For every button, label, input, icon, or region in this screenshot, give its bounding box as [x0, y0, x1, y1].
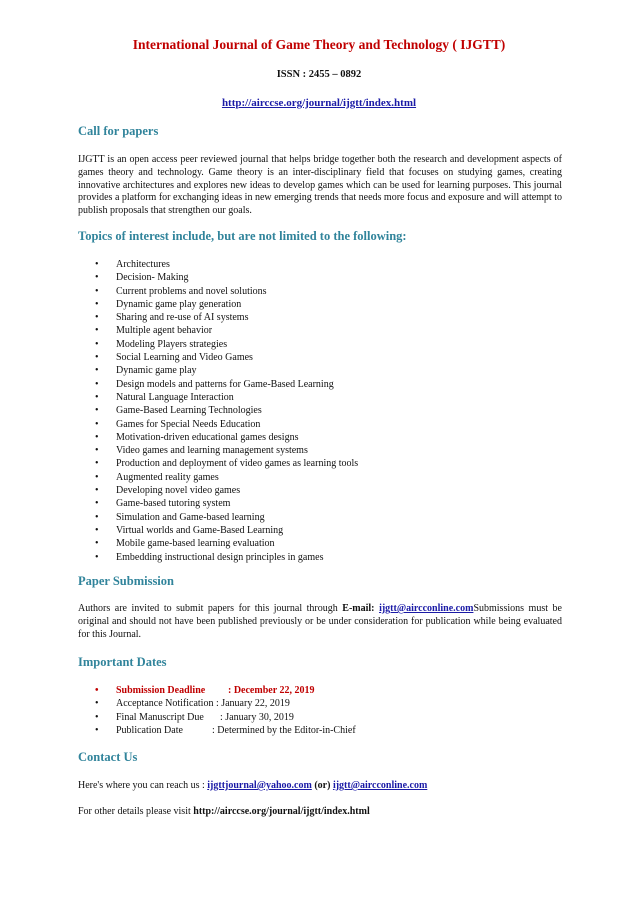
topic-item: • Mobile game-based learning evaluation — [78, 537, 358, 550]
date-label: Final Manuscript Due — [116, 711, 204, 723]
contact-email-2-link[interactable]: ijgtt@aircconline.com — [332, 780, 428, 791]
topic-item: • Production and deployment of video games as learning tools — [78, 457, 358, 470]
topic-item: • Social Learning and Video Games — [78, 351, 358, 364]
contact-reach-text: Here's where you can reach us : — [78, 780, 208, 791]
topic-item: • Embedding instructional design principles in games — [78, 551, 358, 564]
topic-item: • Modeling Players strategies — [78, 338, 358, 351]
topic-item: • Simulation and Game-based learning — [78, 511, 358, 524]
date-value: : January 30, 2019 — [220, 711, 294, 723]
topic-item: • Natural Language Interaction — [78, 391, 358, 404]
topic-item: • Games for Special Needs Education — [78, 418, 358, 431]
topics-heading: Topics of interest include, but are not limited to the following: — [78, 229, 407, 243]
date-label: Acceptance Notification — [116, 698, 214, 710]
contact-details-text: For other details please visit — [78, 806, 194, 817]
date-value: : Determined by the Editor-in-Chief — [212, 724, 356, 736]
call-for-papers-body: IJGTT is an open access peer reviewed journal that helps bridge together both the research and development aspects of games theory and technology. Game theory is an inter-disciplinary field that focuses on studying games, creating innovative architectures and explores new ideas to develop games which can be used for learning purposes. This journal provides a platform for exchanging ideas in new emerging trends that needs more focus and exposure and will attempt to publish proposals that strengthen our goals. — [78, 154, 562, 217]
submission-email-link[interactable]: ijgtt@aircconline.com — [379, 603, 474, 614]
journal-url-link[interactable]: http://airccse.org/journal/ijgtt/index.html — [221, 97, 417, 109]
date-label: Submission Deadline — [116, 685, 206, 696]
date-item — [78, 697, 356, 710]
topic-item: • Video games and learning management systems — [78, 444, 358, 457]
date-value: : December 22, 2019 — [228, 685, 315, 696]
topic-item: • Augmented reality games — [78, 471, 358, 484]
topic-item: • Game-based tutoring system — [78, 497, 358, 510]
topic-item: • Virtual worlds and Game-Based Learning — [78, 524, 358, 537]
important-dates-heading: Important Dates — [78, 655, 167, 669]
date-label: Publication Date — [116, 724, 183, 736]
topic-item: • Sharing and re-use of AI systems — [78, 311, 358, 324]
topic-item: • Architectures — [78, 258, 358, 271]
topic-item: • Developing novel video games — [78, 484, 358, 497]
contact-details-line — [78, 806, 370, 817]
contact-details-url[interactable]: http://airccse.org/journal/ijgtt/index.html — [193, 806, 370, 817]
topic-item: • Decision- Making — [78, 271, 358, 284]
topic-item: • Current problems and novel solutions — [78, 285, 358, 298]
submission-text-before: Authors are invited to submit papers for this journal through — [78, 603, 343, 614]
topic-item: • Dynamic game play — [78, 364, 358, 377]
topic-item: • Dynamic game play generation — [78, 298, 358, 311]
submission-email-label: E-mail: — [342, 603, 380, 614]
topic-item: • Design models and patterns for Game-Based Learning — [78, 378, 358, 391]
call-for-papers-heading: Call for papers — [78, 124, 159, 138]
topic-item: • Motivation-driven educational games designs — [78, 431, 358, 444]
topic-item: • Multiple agent behavior — [78, 324, 358, 337]
paper-submission-heading: Paper Submission — [78, 574, 174, 588]
journal-title: International Journal of Game Theory and Technology ( IJGTT) — [132, 37, 506, 52]
date-item — [78, 711, 356, 724]
topics-list — [78, 258, 358, 564]
date-value: : January 22, 2019 — [215, 698, 290, 710]
date-item — [78, 724, 356, 737]
contact-reach-line — [78, 780, 427, 791]
contact-us-heading: Contact Us — [78, 750, 138, 764]
contact-email-1-link[interactable]: ijgttjournal@yahoo.com — [207, 780, 312, 791]
topic-item: • Game-Based Learning Technologies — [78, 404, 358, 417]
date-item — [78, 684, 356, 697]
paper-submission-body — [78, 603, 562, 641]
issn-line: ISSN : 2455 – 0892 — [276, 69, 362, 80]
submission-text-after: Submissions must be original and should not have been published previously or be under consideration for publication while being evaluated for this Journal. — [78, 603, 562, 640]
contact-or-text: (or) — [311, 780, 333, 791]
important-dates-list — [78, 684, 356, 737]
